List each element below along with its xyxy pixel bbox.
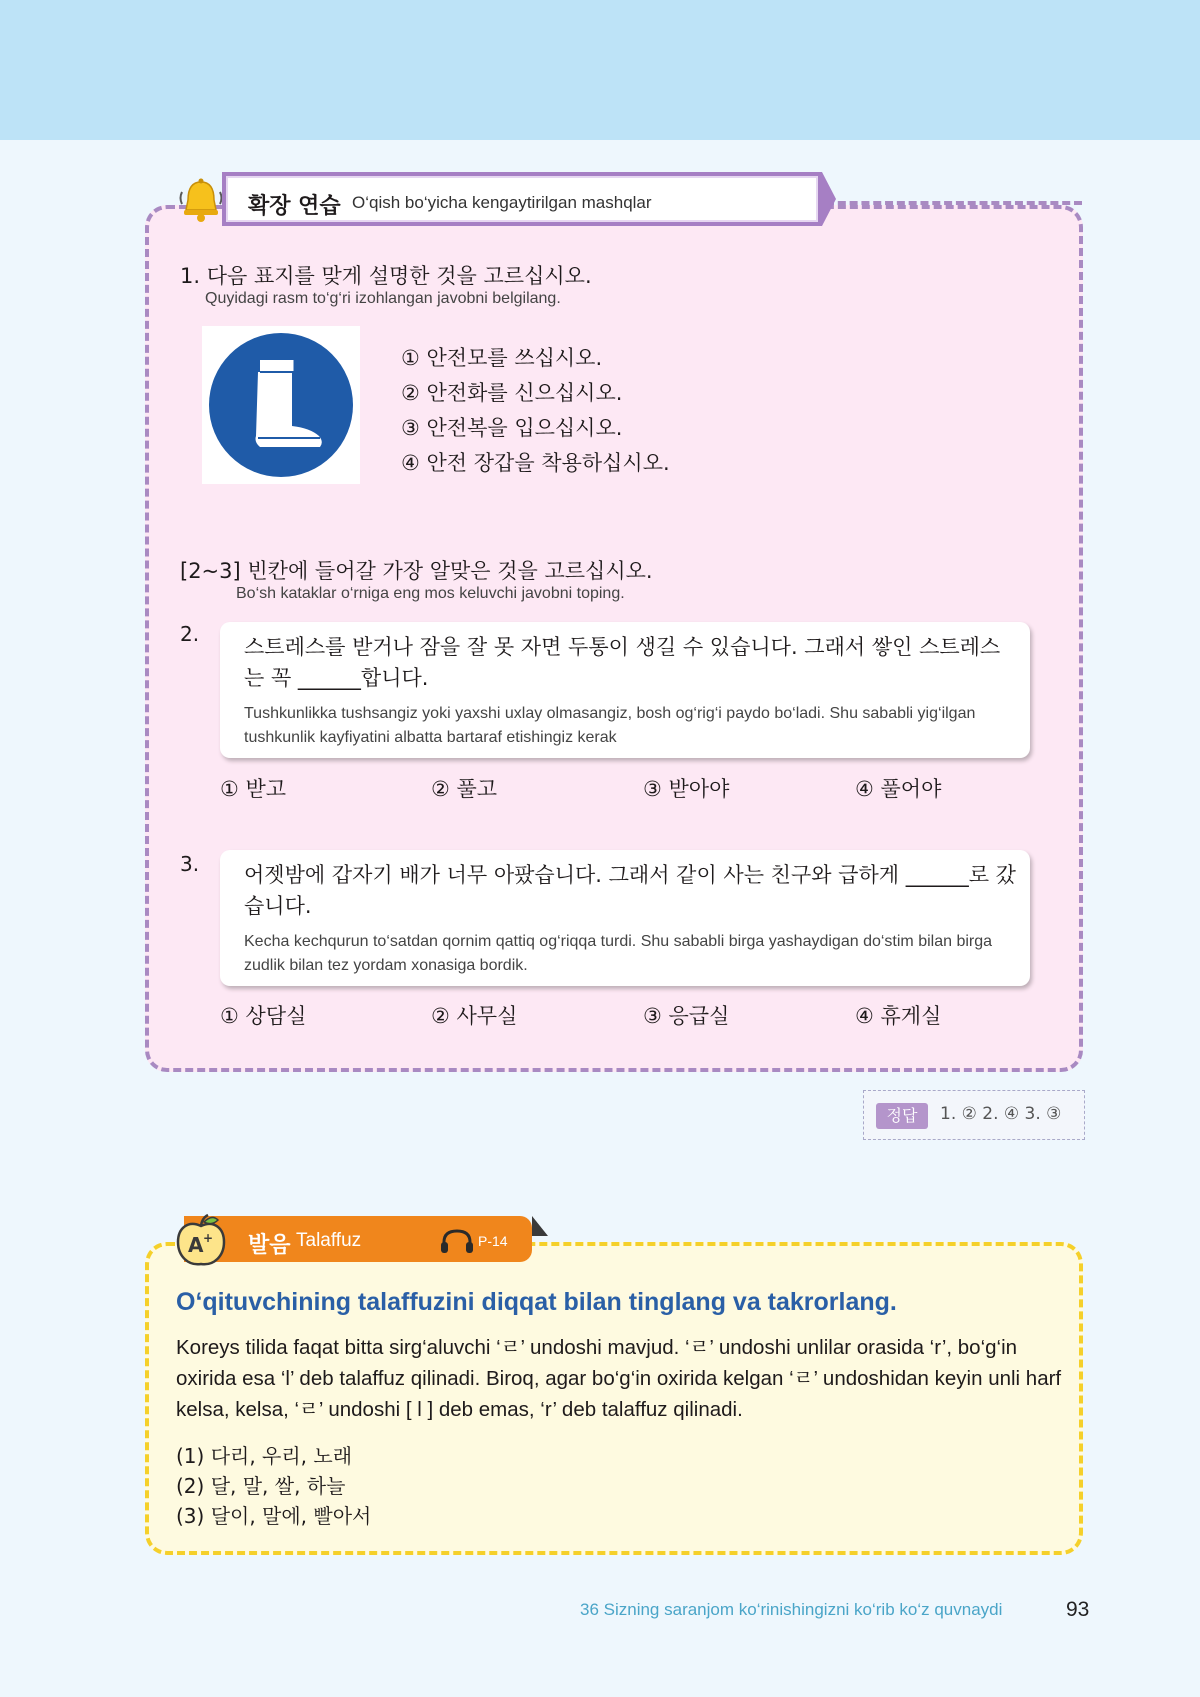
apple-grade-icon — [174, 1212, 228, 1268]
safety-boot-sign — [202, 326, 360, 484]
audio-track-number: P-14 — [478, 1233, 508, 1249]
pronunciation-tab-uzbek: Talaffuz — [296, 1230, 362, 1251]
q3-number: 3. — [180, 852, 200, 876]
svg-text:A: A — [188, 1233, 204, 1257]
q3-option-1[interactable]: ① 상담실 — [220, 1004, 307, 1028]
exercise-header-uzbek: O‘qish bo‘yicha kengaytirilgan mashqlar — [352, 193, 652, 212]
q1-question-korean: 1. 다음 표지를 맞게 설명한 것을 고르십시오. — [180, 264, 592, 288]
q1-options — [401, 342, 670, 482]
chapter-title: 36 Sizning saranjom ko‘rinishingizni ko‘rib ko‘z quvnaydi — [580, 1600, 1003, 1619]
pronunciation-example-2: (2) 달, 말, 쌀, 하늘 — [176, 1474, 346, 1498]
q3-text-korean: 어젯밤에 갑자기 배가 너무 아팠습니다. 그래서 같이 사는 친구와 급하게 ______로 갔습니다. — [244, 863, 1016, 918]
q3-option-4[interactable]: ④ 휴게실 — [855, 1004, 942, 1028]
pronunciation-example-3: (3) 달이, 말에, 빨아서 — [176, 1504, 372, 1528]
answer-label: 정답 — [876, 1103, 928, 1129]
q2-option-2[interactable]: ② 풀고 — [431, 777, 498, 801]
exercise-header — [222, 172, 822, 226]
headphone-icon[interactable] — [440, 1228, 474, 1254]
q3-option-2[interactable]: ② 사무실 — [431, 1004, 518, 1028]
q2-number: 2. — [180, 622, 200, 646]
top-band — [0, 0, 1200, 140]
header-dashed-line — [826, 201, 1082, 205]
q1-option-2[interactable]: ② 안전화를 신으십시오. — [401, 381, 623, 405]
q3-option-3[interactable]: ③ 응급실 — [643, 1004, 730, 1028]
q2-text-korean: 스트레스를 받거나 잠을 잘 못 자면 두통이 생길 수 있습니다. 그래서 쌓인 스트레스는 꼭 ______합니다. — [244, 635, 1001, 690]
q1-option-4[interactable]: ④ 안전 장갑을 착용하십시오. — [401, 451, 670, 475]
pronunciation-title: O‘qituvchining talaffuzini diqqat bilan tinglang va takrorlang. — [176, 1288, 897, 1316]
page-number: 93 — [1066, 1598, 1090, 1621]
q3-card — [220, 850, 1030, 986]
q3-text-uzbek: Kecha kechqurun to‘satdan qornim qattiq og‘riqqa turdi. Shu sababli birga yashaydigan do‘stim bilan birga zudlik bilan tez yordam xonasiga bordik. — [244, 933, 993, 974]
q23-instruction-uzbek: Bo‘sh kataklar o‘rniga eng mos keluvchi javobni toping. — [236, 585, 625, 602]
answer-text: 1. ② 2. ④ 3. ③ — [940, 1104, 1062, 1124]
exercise-header-korean: 확장 연습 — [248, 194, 341, 219]
q2-card — [220, 622, 1030, 758]
pronunciation-example-1: (1) 다리, 우리, 노래 — [176, 1444, 353, 1468]
q2-option-3[interactable]: ③ 받아야 — [643, 777, 730, 801]
q1-option-3[interactable]: ③ 안전복을 입으십시오. — [401, 416, 623, 440]
q1-question-uzbek: Quyidagi rasm to‘g‘ri izohlangan javobni belgilang. — [205, 290, 561, 307]
safety-boot-icon — [202, 326, 360, 484]
answer-key — [863, 1090, 1085, 1140]
pronunciation-body: Koreys tilida faqat bitta sirg‘aluvchi ‘ㄹ’ undoshi mavjud. ‘ㄹ’ undoshi unlilar orasida ‘r’, bo‘g‘in oxirida esa ‘l’ deb talaffuz qilinadi. Biroq, agar bo‘g‘in oxirida kelgan ‘ㄹ’ undoshidan keyin unli harf kelsa, kelsa, ‘ㄹ’ undoshi [ l ] deb emas, ‘r’ deb talaffuz qilinadi. — [176, 1336, 1062, 1421]
pronunciation-tab-korean: 발음 — [248, 1233, 291, 1258]
q1-option-1[interactable]: ① 안전모를 쓰십시오. — [401, 346, 603, 370]
pronunciation-examples — [176, 1440, 371, 1530]
bell-icon — [176, 176, 226, 226]
q2-option-4[interactable]: ④ 풀어야 — [855, 777, 942, 801]
q2-text-uzbek: Tushkunlikka tushsangiz yoki yaxshi uxlay olmasangiz, bosh og‘rig‘i paydo bo‘ladi. Shu sababli yig‘ilgan tushkunlik kayfiyatini albatta bartaraf etishingiz kerak — [244, 705, 976, 746]
q2-option-1[interactable]: ① 받고 — [220, 777, 287, 801]
svg-text:+: + — [203, 1231, 214, 1245]
q23-instruction-korean: [2~3] 빈칸에 들어갈 가장 알맞은 것을 고르십시오. — [180, 559, 653, 583]
